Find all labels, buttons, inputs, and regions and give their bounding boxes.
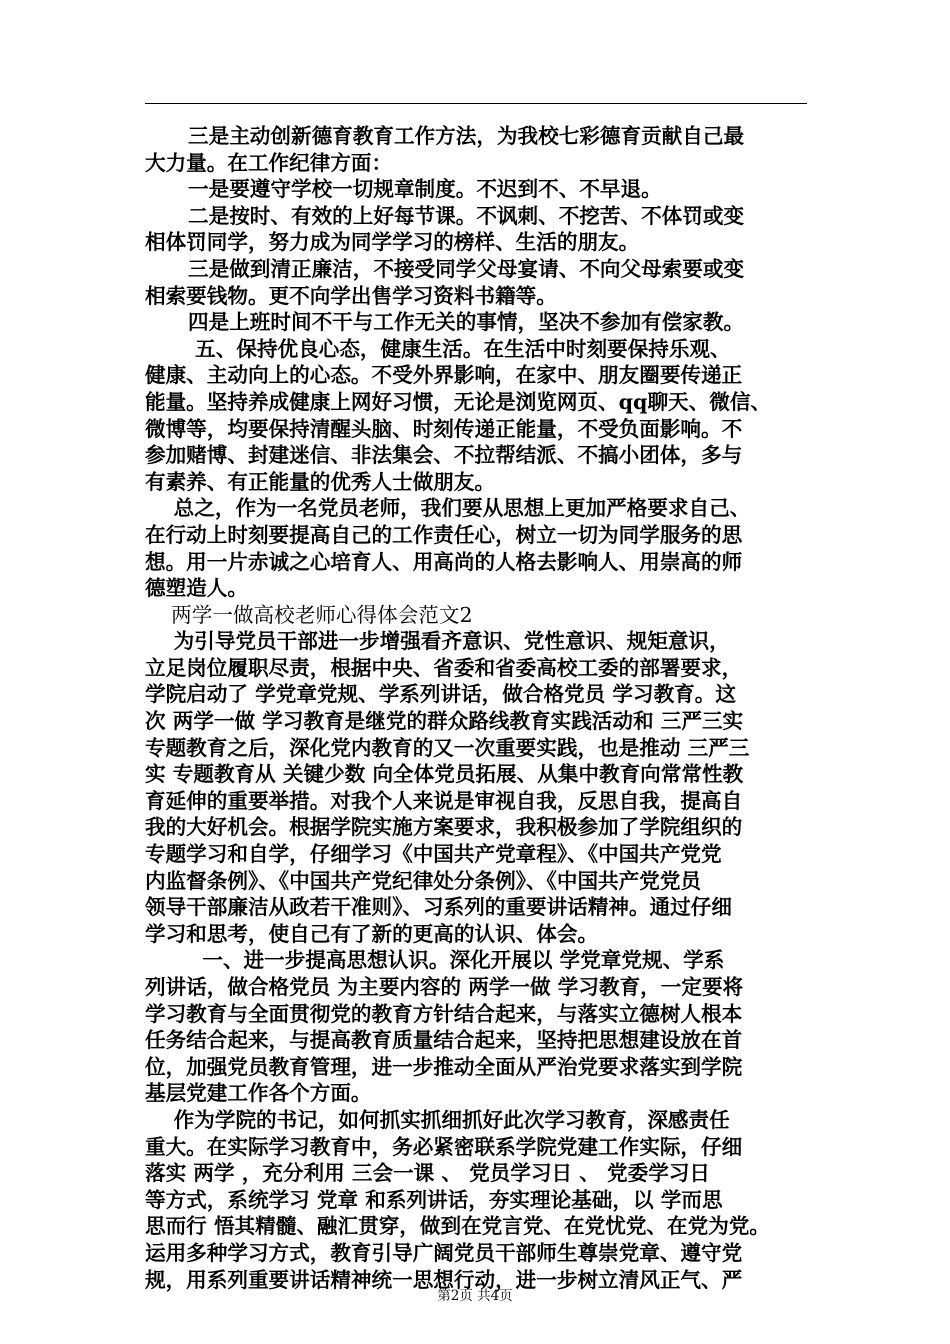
text-line: 一是要遵守学校一切规章制度。不迟到不、不早退。: [145, 177, 662, 202]
text-line: 落实 两学 ，充分利用 三会一课 、 党员学习日 、 党委学习日: [145, 1161, 711, 1186]
text-line: 作为学院的书记，如何抓实抓细抓好此次学习教育，深感责任: [145, 1107, 730, 1132]
text-line: 相索要钱物。更不向学出售学习资料书籍等。: [145, 283, 557, 308]
text-line: 内监督条例》、《中国共产党纪律处分条例》、《中国共产党党员: [145, 868, 702, 893]
text-line: 专题学习和自学，仔细学习《中国共产党章程》、《中国共产党党: [145, 842, 722, 867]
text-line: 四是上班时间不干与工作无关的事情，坚决不参加有偿家教。: [145, 310, 745, 335]
text-line: 育延伸的重要举措。对我个人来说是审视自我，反思自我，提高自: [145, 788, 743, 813]
text-line: 规，用系列重要讲话精神统一思想行动，进一步树立清风正气、严: [145, 1267, 743, 1292]
text-line: 思而行 悟其精髓、融汇贯穿，做到在党言党、在党忧党、在党为党。: [145, 1214, 770, 1239]
text-line: 有素养、有正能量的优秀人士做朋友。: [145, 469, 496, 494]
text-line: 任务结合起来，与提高教育质量结合起来，坚持把思想建设放在首: [145, 1028, 743, 1053]
text-line: 运用多种学习方式，教育引导广阔党员干部师生尊崇党章、遵守党: [145, 1240, 743, 1265]
text-line: 在行动上时刻要提高自己的工作责任心，树立一切为同学服务的思: [145, 522, 743, 547]
text-line: 三是主动创新德育教育工作方法，为我校七彩德育贡献自己最: [145, 124, 745, 148]
text-line: 实 专题教育从 关键少数 向全体党员拓展、从集中教育向常常性教: [145, 762, 744, 787]
text-line: 列讲话，做合格党员 为主要内容的 两学一做 学习教育，一定要将: [145, 975, 744, 999]
text-line: 总之，作为一名党员老师，我们要从思想上更加严格要求自己、: [145, 496, 751, 521]
text-line: 三是做到清正廉洁，不接受同学父母宴请、不向父母索要或变: [145, 256, 745, 281]
text-line: 等方式，系统学习 党章 和系列讲话，夯实理论基础，以 学而思: [145, 1187, 723, 1212]
text-line: 学习和思考，使自己有了新的更高的认识、体会。: [145, 921, 599, 946]
text-line: 健康、主动向上的心态。不受外界影响，在家中、朋友圈要传递正: [145, 363, 743, 388]
text-line: 想。用一片赤诚之心培育人、用高尚的人格去影响人、用崇高的师: [145, 549, 743, 574]
text-line: 为引导党员干部进一步增强看齐意识、党性意识、规矩意识，: [145, 629, 730, 654]
text-line: 学习教育与全面贯彻党的教育方针结合起来，与落实立德树人根本: [145, 1001, 743, 1026]
text-line: 微博等，均要保持清醒头脑、时刻传递正能量，不受负面影响。不: [145, 416, 743, 441]
text-line: 位，加强党员教育管理，进一步推动全面从严治党要求落实到学院: [145, 1054, 743, 1079]
text-line: 基层党建工作各个方面。: [145, 1081, 372, 1106]
text-line: 德塑造人。: [145, 576, 248, 601]
text-line: 次 两学一做 学习教育是继党的群众路线教育实践活动和 三严三实: [145, 709, 744, 734]
text-line: 二是按时、有效的上好每节课。不讽刺、不挖苦、不体罚或变: [145, 203, 745, 228]
text-line: 能量。坚持养成健康上网好习惯，无论是浏览网页、qq聊天、微信、: [145, 389, 772, 414]
header-rule: [145, 103, 807, 104]
text-line: 相体罚同学，努力成为同学学习的榜样、生活的朋友。: [145, 230, 640, 255]
text-line: 参加赌博、封建迷信、非法集会、不拉帮结派、不搞小团体，多与: [145, 443, 743, 468]
page-footer: 第2页 共4页: [437, 1288, 513, 1304]
text-line: 一、进一步提高思想认识。深化开展以 学党章党规、学系: [145, 948, 725, 973]
text-line: 立足岗位履职尽责，根据中央、省委和省委高校工委的部署要求，: [145, 655, 743, 680]
text-line: 五、保持优良心态，健康生活。在生活中时刻要保持乐观、: [145, 336, 731, 361]
body-text: [145, 123, 810, 1293]
text-line: 大力量。在工作纪律方面：: [145, 150, 393, 175]
text-line: 重大。在实际学习教育中，务必紧密联系学院党建工作实际，仔细: [145, 1134, 743, 1159]
text-line: 我的大好机会。根据学院实施方案要求，我积极参加了学院组织的: [145, 815, 743, 840]
text-line: 两学一做高校老师心得体会范文2: [145, 602, 473, 627]
text-line: 学院启动了 学党章党规、学系列讲话，做合格党员 学习教育。这: [145, 682, 736, 707]
text-line: 领导干部廉洁从政若干准则》、习系列的重要讲话精神。通过仔细: [145, 895, 732, 920]
text-line: 专题教育之后，深化党内教育的又一次重要实践，也是推动 三严三: [145, 735, 750, 760]
